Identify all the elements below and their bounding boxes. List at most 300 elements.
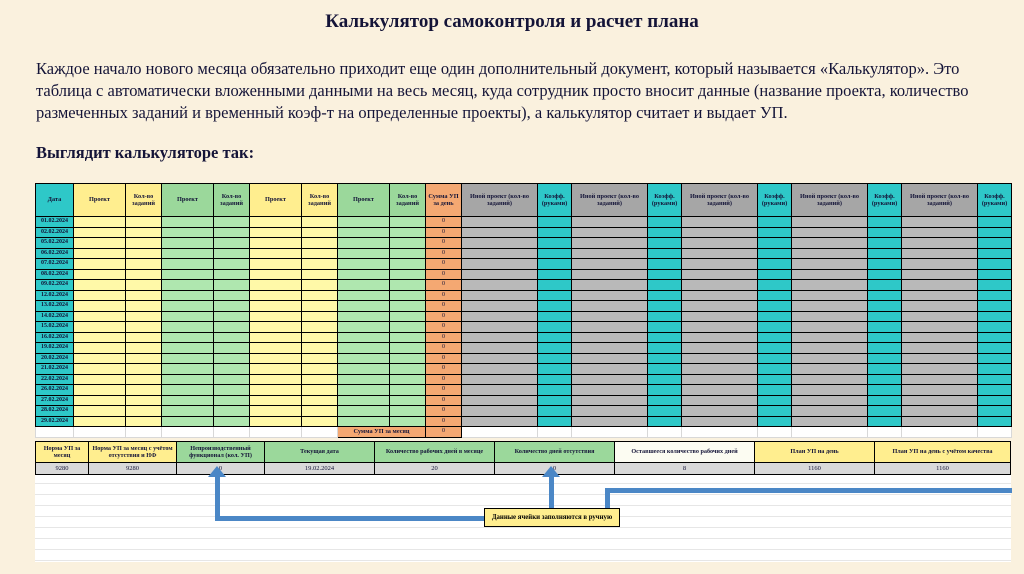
other-project-cell bbox=[462, 406, 538, 417]
task-count-header: Кол-во заданий bbox=[214, 184, 250, 217]
other-project-cell bbox=[902, 301, 978, 312]
empty-cell bbox=[978, 427, 1012, 438]
other-project-cell bbox=[572, 248, 648, 259]
empty-cell bbox=[214, 427, 250, 438]
summary-value-cell: 9280 bbox=[36, 463, 89, 475]
calendar-row bbox=[36, 217, 1012, 228]
coeff-cell bbox=[978, 406, 1012, 417]
coeff-cell bbox=[868, 269, 902, 280]
coeff-cell bbox=[648, 385, 682, 396]
coeff-cell bbox=[758, 290, 792, 301]
project-cell bbox=[74, 217, 126, 228]
coeff-cell bbox=[758, 248, 792, 259]
other-project-cell bbox=[572, 311, 648, 322]
empty-cell bbox=[162, 427, 214, 438]
project-cell bbox=[74, 406, 126, 417]
project-cell bbox=[338, 374, 390, 385]
arrow-shaft-left bbox=[215, 476, 220, 521]
summary-header-cell: Текущая дата bbox=[265, 442, 375, 463]
other-project-cell bbox=[792, 406, 868, 417]
project-cell bbox=[74, 364, 126, 375]
coeff-cell bbox=[758, 227, 792, 238]
task-count-cell bbox=[214, 385, 250, 396]
empty-cell bbox=[758, 427, 792, 438]
project-cell bbox=[250, 259, 302, 270]
coeff-cell bbox=[978, 322, 1012, 333]
task-count-header: Кол-во заданий bbox=[126, 184, 162, 217]
task-count-cell bbox=[214, 374, 250, 385]
coeff-cell bbox=[978, 269, 1012, 280]
coeff-cell bbox=[648, 217, 682, 228]
other-project-cell bbox=[572, 301, 648, 312]
other-project-header: Иной проект (кол-во заданий) bbox=[462, 184, 538, 217]
coeff-cell bbox=[538, 416, 572, 427]
coeff-cell bbox=[868, 343, 902, 354]
task-count-cell bbox=[126, 332, 162, 343]
arrow-up-left-icon bbox=[208, 466, 226, 477]
coeff-cell bbox=[758, 322, 792, 333]
task-count-cell bbox=[214, 269, 250, 280]
summary-header-cell: Оставшееся количество рабочих дней bbox=[615, 442, 755, 463]
other-project-cell bbox=[792, 238, 868, 249]
coeff-cell bbox=[648, 301, 682, 312]
other-project-cell bbox=[902, 248, 978, 259]
project-cell bbox=[338, 217, 390, 228]
calendar-row bbox=[36, 259, 1012, 270]
coeff-cell bbox=[978, 227, 1012, 238]
sum-day-cell: 0 bbox=[426, 364, 462, 375]
sum-day-cell: 0 bbox=[426, 343, 462, 354]
other-project-cell bbox=[462, 322, 538, 333]
coeff-cell bbox=[978, 416, 1012, 427]
page-title: Калькулятор самоконтроля и расчет плана bbox=[325, 11, 699, 32]
other-project-cell bbox=[572, 374, 648, 385]
task-count-cell bbox=[390, 416, 426, 427]
other-project-cell bbox=[682, 311, 758, 322]
coeff-cell bbox=[538, 259, 572, 270]
task-count-cell bbox=[214, 416, 250, 427]
project-cell bbox=[250, 322, 302, 333]
other-project-cell bbox=[462, 259, 538, 270]
other-project-cell bbox=[792, 227, 868, 238]
other-project-cell bbox=[682, 269, 758, 280]
task-count-cell bbox=[302, 364, 338, 375]
other-project-cell bbox=[902, 217, 978, 228]
coeff-cell bbox=[978, 395, 1012, 406]
task-count-cell bbox=[390, 322, 426, 333]
coeff-cell bbox=[758, 259, 792, 270]
project-cell bbox=[74, 269, 126, 280]
project-cell bbox=[338, 332, 390, 343]
subtitle: Выглядит калькуляторе так: bbox=[36, 143, 255, 162]
project-cell bbox=[74, 343, 126, 354]
coeff-header: Коэфф. (руками) bbox=[758, 184, 792, 217]
project-cell bbox=[162, 406, 214, 417]
other-project-cell bbox=[462, 311, 538, 322]
empty-cell bbox=[538, 427, 572, 438]
other-project-cell bbox=[902, 385, 978, 396]
other-project-cell bbox=[462, 227, 538, 238]
calendar-row bbox=[36, 301, 1012, 312]
coeff-cell bbox=[758, 238, 792, 249]
task-count-cell bbox=[302, 217, 338, 228]
task-count-cell bbox=[390, 406, 426, 417]
project-cell bbox=[162, 374, 214, 385]
other-project-cell bbox=[572, 395, 648, 406]
coeff-cell bbox=[758, 311, 792, 322]
sum-day-cell: 0 bbox=[426, 395, 462, 406]
date-cell: 06.02.2024 bbox=[36, 248, 74, 259]
task-count-cell bbox=[214, 322, 250, 333]
task-count-cell bbox=[126, 374, 162, 385]
project-cell bbox=[338, 259, 390, 270]
task-count-cell bbox=[214, 290, 250, 301]
task-count-cell bbox=[302, 301, 338, 312]
project-cell bbox=[162, 353, 214, 364]
project-header: Проект bbox=[250, 184, 302, 217]
other-project-header: Иной проект (кол-во заданий) bbox=[572, 184, 648, 217]
summary-header-cell: Количество рабочих дней в месяце bbox=[375, 442, 495, 463]
project-cell bbox=[338, 343, 390, 354]
coeff-cell bbox=[538, 269, 572, 280]
project-cell bbox=[338, 322, 390, 333]
coeff-cell bbox=[648, 416, 682, 427]
coeff-cell bbox=[648, 290, 682, 301]
task-count-cell bbox=[214, 332, 250, 343]
date-cell: 13.02.2024 bbox=[36, 301, 74, 312]
other-project-cell bbox=[572, 353, 648, 364]
project-cell bbox=[162, 395, 214, 406]
sum-day-cell: 0 bbox=[426, 374, 462, 385]
task-count-cell bbox=[126, 353, 162, 364]
month-sum-row bbox=[36, 427, 1012, 438]
summary-value-cell: 1160 bbox=[755, 463, 875, 475]
task-count-cell bbox=[390, 301, 426, 312]
date-cell: 26.02.2024 bbox=[36, 385, 74, 396]
task-count-cell bbox=[126, 343, 162, 354]
sum-day-cell: 0 bbox=[426, 353, 462, 364]
other-project-cell bbox=[462, 385, 538, 396]
coeff-cell bbox=[538, 343, 572, 354]
task-count-cell bbox=[214, 311, 250, 322]
month-sum-value: 0 bbox=[426, 427, 462, 438]
other-project-cell bbox=[682, 280, 758, 291]
other-project-cell bbox=[572, 259, 648, 270]
coeff-cell bbox=[978, 374, 1012, 385]
sum-day-cell: 0 bbox=[426, 301, 462, 312]
project-cell bbox=[250, 217, 302, 228]
summary-value-cell: 9280 bbox=[89, 463, 177, 475]
project-cell bbox=[162, 385, 214, 396]
task-count-cell bbox=[390, 332, 426, 343]
other-project-cell bbox=[682, 217, 758, 228]
other-project-cell bbox=[902, 343, 978, 354]
sum-day-cell: 0 bbox=[426, 322, 462, 333]
project-cell bbox=[338, 353, 390, 364]
project-cell bbox=[162, 280, 214, 291]
task-count-cell bbox=[302, 259, 338, 270]
task-count-cell bbox=[214, 343, 250, 354]
project-cell bbox=[250, 353, 302, 364]
coeff-cell bbox=[648, 343, 682, 354]
project-cell bbox=[162, 364, 214, 375]
summary-value-cell: 8 bbox=[615, 463, 755, 475]
other-project-cell bbox=[902, 269, 978, 280]
task-count-cell bbox=[126, 280, 162, 291]
calendar-row bbox=[36, 395, 1012, 406]
task-count-cell bbox=[302, 406, 338, 417]
date-cell: 08.02.2024 bbox=[36, 269, 74, 280]
sum-day-cell: 0 bbox=[426, 332, 462, 343]
callout-box: Данные ячейки заполняются в ручную bbox=[484, 508, 620, 527]
coeff-cell bbox=[538, 332, 572, 343]
coeff-cell bbox=[978, 343, 1012, 354]
task-count-cell bbox=[214, 406, 250, 417]
task-count-header: Кол-во заданий bbox=[390, 184, 426, 217]
project-cell bbox=[162, 259, 214, 270]
coeff-cell bbox=[758, 269, 792, 280]
project-cell bbox=[338, 364, 390, 375]
project-cell bbox=[250, 364, 302, 375]
project-cell bbox=[250, 248, 302, 259]
other-project-cell bbox=[792, 290, 868, 301]
other-project-cell bbox=[792, 374, 868, 385]
other-project-cell bbox=[462, 301, 538, 312]
other-project-cell bbox=[462, 269, 538, 280]
coeff-cell bbox=[758, 406, 792, 417]
coeff-header: Коэфф. (руками) bbox=[538, 184, 572, 217]
task-count-cell bbox=[126, 248, 162, 259]
coeff-cell bbox=[868, 259, 902, 270]
task-count-header: Кол-во заданий bbox=[302, 184, 338, 217]
other-project-cell bbox=[792, 248, 868, 259]
sum-day-cell: 0 bbox=[426, 238, 462, 249]
project-cell bbox=[162, 269, 214, 280]
coeff-cell bbox=[868, 227, 902, 238]
sum-day-cell: 0 bbox=[426, 227, 462, 238]
project-cell bbox=[162, 311, 214, 322]
project-cell bbox=[250, 343, 302, 354]
task-count-cell bbox=[214, 301, 250, 312]
coeff-cell bbox=[978, 290, 1012, 301]
other-project-cell bbox=[792, 269, 868, 280]
other-project-cell bbox=[792, 332, 868, 343]
coeff-cell bbox=[868, 217, 902, 228]
coeff-cell bbox=[758, 374, 792, 385]
project-cell bbox=[74, 374, 126, 385]
date-cell: 21.02.2024 bbox=[36, 364, 74, 375]
project-cell bbox=[250, 227, 302, 238]
coeff-cell bbox=[538, 374, 572, 385]
task-count-cell bbox=[126, 227, 162, 238]
coeff-cell bbox=[758, 353, 792, 364]
task-count-cell bbox=[214, 395, 250, 406]
coeff-cell bbox=[648, 364, 682, 375]
coeff-cell bbox=[538, 280, 572, 291]
project-header: Проект bbox=[74, 184, 126, 217]
coeff-cell bbox=[978, 332, 1012, 343]
other-project-cell bbox=[682, 353, 758, 364]
coeff-cell bbox=[758, 385, 792, 396]
other-project-cell bbox=[902, 406, 978, 417]
calendar-row bbox=[36, 227, 1012, 238]
project-cell bbox=[338, 248, 390, 259]
summary-header-cell: План УП на день bbox=[755, 442, 875, 463]
empty-cell bbox=[682, 427, 758, 438]
arrow-shaft-middle bbox=[549, 476, 554, 509]
project-cell bbox=[250, 290, 302, 301]
other-project-cell bbox=[792, 322, 868, 333]
date-cell: 09.02.2024 bbox=[36, 280, 74, 291]
coeff-cell bbox=[978, 301, 1012, 312]
empty-cell bbox=[572, 427, 648, 438]
project-cell bbox=[250, 311, 302, 322]
other-project-cell bbox=[902, 416, 978, 427]
other-project-cell bbox=[572, 416, 648, 427]
task-count-cell bbox=[302, 280, 338, 291]
project-cell bbox=[74, 301, 126, 312]
other-project-header: Иной проект (кол-во заданий) bbox=[902, 184, 978, 217]
coeff-cell bbox=[978, 385, 1012, 396]
project-cell bbox=[162, 248, 214, 259]
project-cell bbox=[338, 280, 390, 291]
other-project-cell bbox=[682, 227, 758, 238]
empty-cell bbox=[126, 427, 162, 438]
other-project-cell bbox=[572, 269, 648, 280]
connector-line-right bbox=[605, 488, 1012, 493]
other-project-cell bbox=[682, 332, 758, 343]
other-project-cell bbox=[462, 332, 538, 343]
task-count-cell bbox=[214, 227, 250, 238]
task-count-cell bbox=[302, 269, 338, 280]
sum-day-cell: 0 bbox=[426, 385, 462, 396]
empty-cell bbox=[74, 427, 126, 438]
coeff-cell bbox=[648, 406, 682, 417]
connector-line-left bbox=[215, 516, 484, 521]
task-count-cell bbox=[126, 406, 162, 417]
empty-cell bbox=[302, 427, 338, 438]
other-project-cell bbox=[902, 322, 978, 333]
calendar-row bbox=[36, 269, 1012, 280]
other-project-cell bbox=[572, 385, 648, 396]
task-count-cell bbox=[214, 364, 250, 375]
coeff-cell bbox=[648, 238, 682, 249]
project-cell bbox=[338, 238, 390, 249]
date-cell: 22.02.2024 bbox=[36, 374, 74, 385]
coeff-cell bbox=[978, 311, 1012, 322]
project-cell bbox=[338, 301, 390, 312]
other-project-cell bbox=[572, 280, 648, 291]
summary-value-cell: 19.02.2024 bbox=[265, 463, 375, 475]
task-count-cell bbox=[390, 248, 426, 259]
other-project-cell bbox=[462, 343, 538, 354]
sum-day-cell: 0 bbox=[426, 269, 462, 280]
project-cell bbox=[162, 416, 214, 427]
other-project-cell bbox=[902, 227, 978, 238]
project-cell bbox=[74, 280, 126, 291]
project-cell bbox=[338, 385, 390, 396]
calendar-row bbox=[36, 248, 1012, 259]
month-sum-label: Сумма УП за месяц bbox=[338, 427, 426, 438]
task-count-cell bbox=[214, 238, 250, 249]
other-project-cell bbox=[462, 248, 538, 259]
project-cell bbox=[250, 416, 302, 427]
other-project-cell bbox=[792, 395, 868, 406]
project-cell bbox=[74, 259, 126, 270]
sum-day-cell: 0 bbox=[426, 406, 462, 417]
project-cell bbox=[338, 416, 390, 427]
other-project-cell bbox=[462, 353, 538, 364]
calendar-row bbox=[36, 238, 1012, 249]
coeff-cell bbox=[978, 217, 1012, 228]
summary-value-cell: 0 bbox=[177, 463, 265, 475]
other-project-cell bbox=[682, 248, 758, 259]
coeff-cell bbox=[648, 353, 682, 364]
coeff-cell bbox=[758, 395, 792, 406]
task-count-cell bbox=[302, 353, 338, 364]
other-project-cell bbox=[682, 385, 758, 396]
task-count-cell bbox=[126, 395, 162, 406]
calendar-row bbox=[36, 343, 1012, 354]
coeff-cell bbox=[648, 322, 682, 333]
coeff-cell bbox=[978, 248, 1012, 259]
other-project-cell bbox=[792, 259, 868, 270]
sum-day-cell: 0 bbox=[426, 217, 462, 228]
coeff-cell bbox=[648, 248, 682, 259]
task-count-cell bbox=[302, 311, 338, 322]
calendar-row bbox=[36, 385, 1012, 396]
other-project-cell bbox=[682, 343, 758, 354]
coeff-cell bbox=[978, 280, 1012, 291]
project-cell bbox=[250, 395, 302, 406]
coeff-cell bbox=[758, 343, 792, 354]
date-cell: 01.02.2024 bbox=[36, 217, 74, 228]
empty-cell bbox=[868, 427, 902, 438]
task-count-cell bbox=[390, 217, 426, 228]
other-project-cell bbox=[902, 259, 978, 270]
other-project-cell bbox=[902, 353, 978, 364]
task-count-cell bbox=[126, 217, 162, 228]
project-cell bbox=[250, 385, 302, 396]
task-count-cell bbox=[390, 290, 426, 301]
coeff-cell bbox=[648, 374, 682, 385]
coeff-cell bbox=[538, 217, 572, 228]
coeff-cell bbox=[868, 364, 902, 375]
other-project-cell bbox=[792, 364, 868, 375]
project-cell bbox=[74, 385, 126, 396]
project-cell bbox=[74, 332, 126, 343]
task-count-cell bbox=[302, 248, 338, 259]
other-project-cell bbox=[792, 280, 868, 291]
project-cell bbox=[338, 406, 390, 417]
task-count-cell bbox=[302, 238, 338, 249]
coeff-cell bbox=[868, 248, 902, 259]
calendar-row bbox=[36, 290, 1012, 301]
other-project-cell bbox=[682, 301, 758, 312]
coeff-cell bbox=[758, 301, 792, 312]
project-header: Проект bbox=[338, 184, 390, 217]
coeff-cell bbox=[978, 238, 1012, 249]
coeff-cell bbox=[758, 332, 792, 343]
project-cell bbox=[74, 416, 126, 427]
other-project-header: Иной проект (кол-во заданий) bbox=[792, 184, 868, 217]
coeff-cell bbox=[758, 416, 792, 427]
summary-header-cell: План УП на день с учётом качества bbox=[875, 442, 1011, 463]
sum-day-cell: 0 bbox=[426, 290, 462, 301]
project-cell bbox=[338, 290, 390, 301]
date-cell: 02.02.2024 bbox=[36, 227, 74, 238]
other-project-cell bbox=[572, 332, 648, 343]
